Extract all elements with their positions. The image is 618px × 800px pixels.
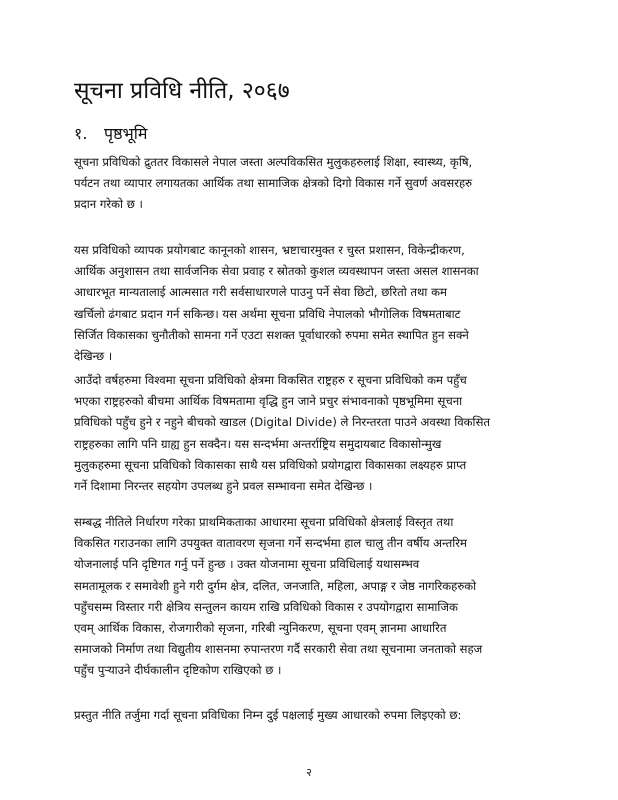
text-line: आधारभूत मान्यतालाई आत्मसात गरी सर्वसाधारणले पाउनु पर्ने सेवा छिटो, छरितो तथा कम: [74, 285, 447, 300]
text-line: सम्बद्ध नीतिले निर्धारण गरेका प्राथमिकताका आधारमा सूचना प्रविधिको क्षेत्रलाई विस्तृत तथा: [74, 515, 454, 529]
text-line: समाजको निर्माण तथा विद्युतीय शासनमा रुपान्तरण गर्दै सरकारी सेवा तथा सूचनामा जनताको सहज: [74, 642, 483, 657]
text-line: विकसित गराउनका लागि उपयुक्त वातावरण सृजना गर्ने सन्दर्भमा हाल चालु तीन वर्षीय अन्तरिम: [74, 536, 467, 551]
text-line: मुलुकहरुमा सूचना प्रविधिको विकासका साथै यस प्रविधिको प्रयोगद्वारा विकासका लक्ष्यहरु प्राप्त: [74, 457, 467, 472]
text-line: गर्ने दिशामा निरन्तर सहयोग उपलब्ध हुने प्रवल सम्भावना समेत देखिन्छ ।: [74, 479, 373, 494]
text-line: राष्ट्रहरुका लागि पनि ग्राह्य हुन सक्दैन। यस सन्दर्भमा अन्तर्राष्ट्रिय समुदायबाट विकासोन्मुख: [74, 436, 442, 451]
section-heading: [74, 122, 147, 146]
text-line: आर्थिक अनुशासन तथा सार्वजनिक सेवा प्रवाह र स्रोतको कुशल व्यवस्थापन जस्ता असल शासनका: [74, 264, 479, 279]
text-line: भएका राष्ट्रहरुको बीचमा आर्थिक विषमतामा वृद्धि हुन जाने प्रचुर संभावनाको पृष्ठभूमिमा सूचना: [74, 394, 463, 409]
text-line: सूचना प्रविधिको द्रुततर विकासले नेपाल जस्ता अल्पविकसित मुलुकहरुलाई शिक्षा, स्वास्थ्य, कृषि,: [74, 155, 473, 169]
text-line: योजनालाई पनि दृष्टिगत गर्नु पर्ने हुन्छ । उक्त योजनामा सूचना प्रविधिलाई यथासम्भव: [74, 557, 420, 572]
text-line: आउँदो वर्षहरुमा विश्वमा सूचना प्रविधिको क्षेत्रमा विकसित राष्ट्रहरु र सूचना प्रविधिको कम पहुँच: [74, 373, 467, 387]
paragraph-5: [74, 705, 542, 726]
text-line: समतामूलक र समावेशी हुने गरी दुर्गम क्षेत्र, दलित, जनजाति, महिला, अपाङ्ग र जेष्ठ नागरिकहरुको: [74, 578, 477, 593]
text-line: यस प्रविधिको व्यापक प्रयोगबाट कानूनको शासन, भ्रष्टाचारमुक्त र चुस्त प्रशासन, विकेन्द्रीकरण,: [74, 243, 465, 257]
text-line: पर्यटन तथा व्यापार लगायतका आर्थिक तथा सामाजिक क्षेत्रको दिगो विकास गर्ने सुवर्ण अवसरहरु: [74, 176, 473, 191]
text-line: सिर्जित विकासका चुनौतीको सामना गर्ने एउटा सशक्त पूर्वाधारको रुपमा समेत स्थापित हुन सक्ने: [74, 327, 469, 342]
paragraph-1: [74, 152, 542, 216]
text-line: प्रस्तुत नीति तर्जुमा गर्दा सूचना प्रविधिका निम्न दुई पक्षलाई मुख्य आधारको रुपमा लिइएको छ:: [74, 708, 462, 722]
text-line: प्रविधिको पहुँच हुने र नहुने बीचको खाडल (Digital Divide) ले निरन्तरता पाउने अवस्था विकसित: [74, 415, 491, 430]
document-title: सूचना प्रविधि नीति, २०६७: [74, 78, 290, 104]
paragraph-4: [74, 512, 542, 682]
text-line: देखिन्छ ।: [74, 349, 113, 364]
text-line: खर्चिलो ढंगबाट प्रदान गर्न सकिन्छ। यस अर्थमा सूचना प्रविधि नेपालको भौगोलिक विषमताबाट: [74, 306, 461, 321]
section-title: पृष्ठभूमि: [104, 124, 148, 143]
text-line: पहुँचसम्म विस्तार गरी क्षेत्रिय सन्तुलन कायम राखि प्रविधिको विकास र उपयोगद्वारा सामाजिक: [74, 599, 458, 614]
text-line: एवम् आर्थिक विकास, रोजगारीको सृजना, गरिबी न्युनिकरण, सूचना एवम् ज्ञानमा आधारित: [74, 621, 447, 636]
page-number: २: [306, 766, 312, 779]
text-line: पहुँच पुऱ्याउने दीर्घकालीन दृष्टिकोण राखिएको छ ।: [74, 663, 282, 678]
text-line: प्रदान गरेको छ ।: [74, 197, 143, 212]
paragraph-3: [74, 370, 542, 497]
paragraph-2: [74, 240, 542, 367]
section-number: १.: [74, 124, 88, 143]
